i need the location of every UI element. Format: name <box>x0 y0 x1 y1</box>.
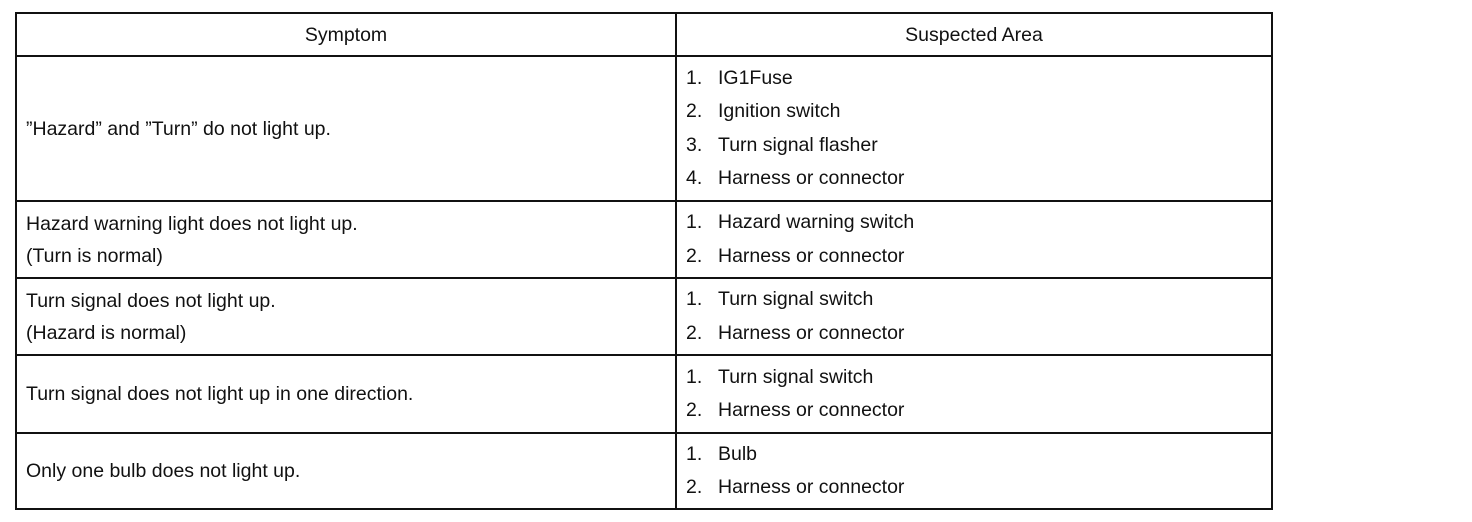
area-number: 2. <box>686 321 703 344</box>
header-suspected-area <box>677 14 1271 57</box>
header-symptom-label: Symptom <box>304 23 388 46</box>
symptom-cell <box>17 279 677 356</box>
symptom-cell <box>17 434 677 508</box>
symptom-text: Turn signal does not light up in one direction. <box>26 383 414 405</box>
symptom-text: Turn signal does not light up. <box>26 289 276 312</box>
area-text: Turn signal flasher <box>718 133 878 156</box>
area-text: Bulb <box>718 442 758 465</box>
area-text: Hazard warning switch <box>718 211 915 234</box>
area-item <box>686 240 1271 273</box>
area-number: 1. <box>686 288 703 311</box>
symptom-cell <box>17 57 677 202</box>
area-number: 2. <box>686 476 703 498</box>
suspected-area-cell <box>677 434 1271 508</box>
symptom-text: Hazard warning light does not light up. <box>26 212 358 235</box>
area-number: 2. <box>686 244 703 267</box>
symptom-cell <box>17 202 677 279</box>
area-number: 1. <box>686 365 703 388</box>
symptom-text: ”Hazard” and ”Turn” do not light up. <box>26 117 331 140</box>
area-number: 1. <box>686 211 703 234</box>
symptom-cell <box>17 356 677 434</box>
area-text: Harness or connector <box>718 244 905 267</box>
area-number: 1. <box>686 442 703 465</box>
area-text: IG1Fuse <box>718 66 793 89</box>
area-number: 1. <box>686 66 703 89</box>
suspected-area-cell <box>677 356 1271 434</box>
suspected-area-cell <box>677 279 1271 356</box>
symptom-note: (Turn is normal) <box>26 244 163 267</box>
area-text: Harness or connector <box>718 399 905 421</box>
area-text: Ignition switch <box>718 100 841 123</box>
symptom-text: Only one bulb does not light up. <box>26 460 301 482</box>
area-item <box>686 471 1271 504</box>
area-number: 2. <box>686 399 703 421</box>
area-text: Harness or connector <box>718 476 905 498</box>
area-item <box>686 361 1271 394</box>
area-item <box>686 62 1271 95</box>
area-item <box>686 162 1271 195</box>
area-number: 3. <box>686 133 703 156</box>
area-number: 4. <box>686 166 703 189</box>
header-suspected-area-label: Suspected Area <box>905 23 1043 46</box>
area-text: Harness or connector <box>718 166 905 189</box>
area-item <box>686 283 1271 316</box>
area-text: Turn signal switch <box>718 288 874 311</box>
area-item <box>686 317 1271 350</box>
suspected-area-cell <box>677 57 1271 202</box>
area-item <box>686 206 1271 239</box>
header-symptom <box>17 14 677 57</box>
area-text: Turn signal switch <box>718 365 874 388</box>
area-item <box>686 438 1271 471</box>
area-item <box>686 394 1271 427</box>
troubleshooting-table <box>15 12 1273 510</box>
area-text: Harness or connector <box>718 321 905 344</box>
symptom-note: (Hazard is normal) <box>26 321 187 344</box>
area-item <box>686 129 1271 162</box>
suspected-area-cell <box>677 202 1271 279</box>
area-number: 2. <box>686 100 703 123</box>
area-item <box>686 95 1271 128</box>
